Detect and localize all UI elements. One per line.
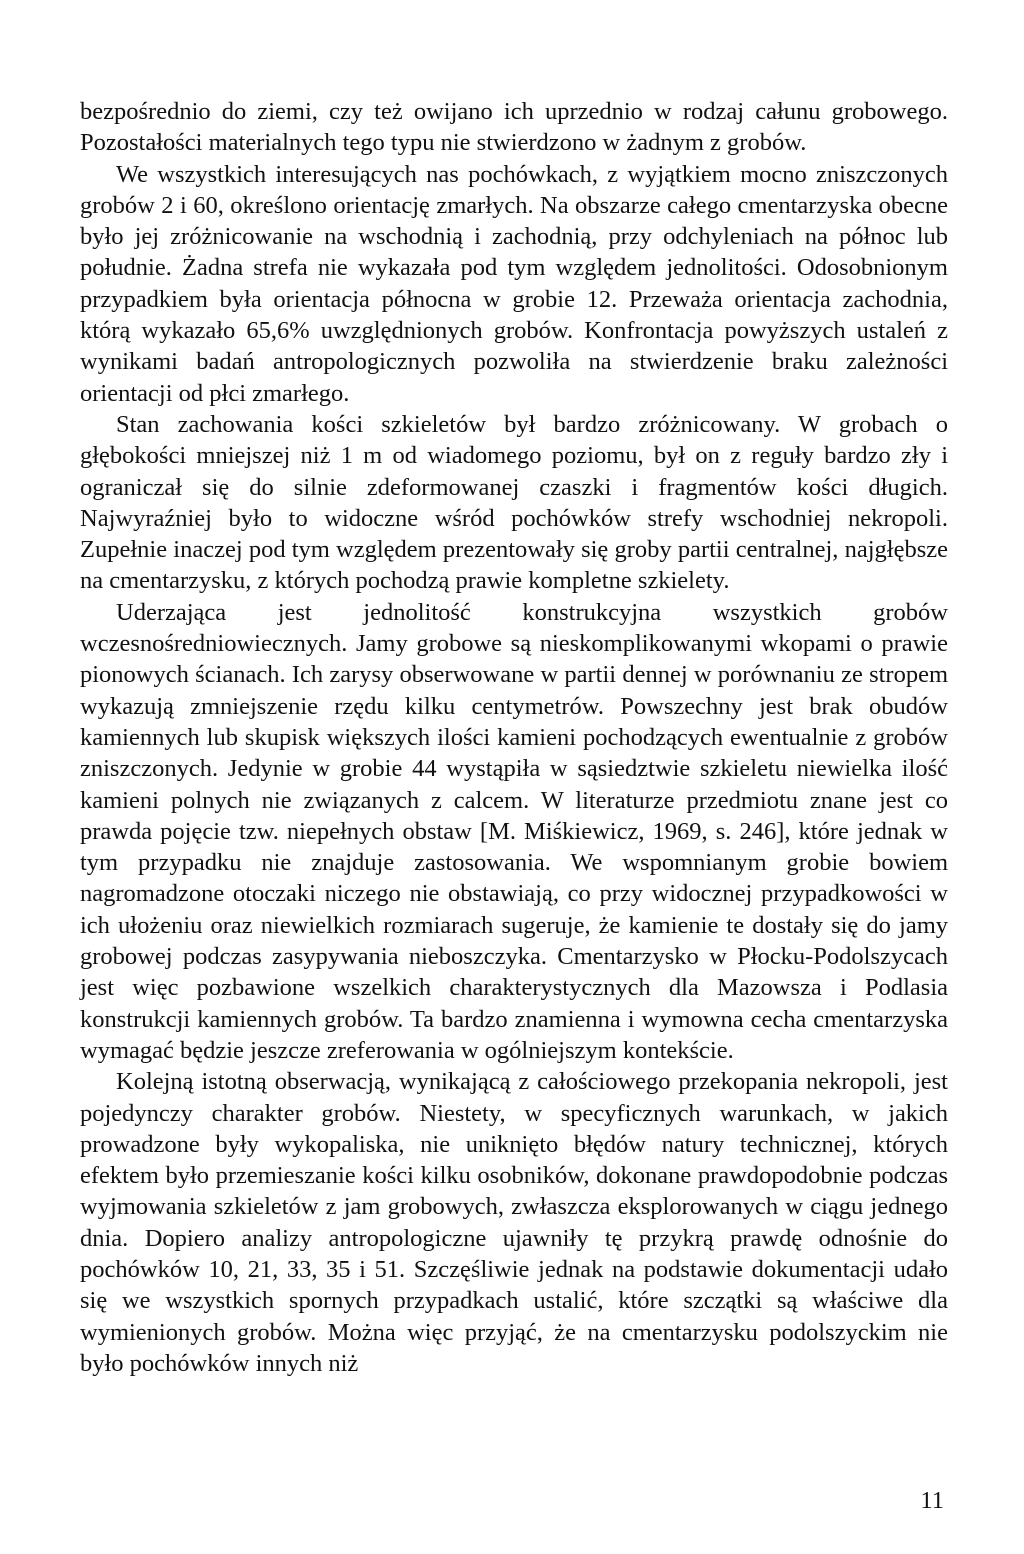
paragraph-orientation: We wszystkich interesujących nas pochówkach, z wyjątkiem mocno zniszczonych grobów 2 i 60, określono orientację zmarłych. Na obszarze całego cmentarzyska obecne było jej zróżnicowanie na wschodnią i zachodnią, przy odchyleniach na północ lub południe. Żadna strefa nie wykazała pod tym względem jednolitości. Odosobnionym przypadkiem była orientacja północna w grobie 12. Przeważa orientacja zachodnia, którą wykazało 65,6% uwzględnionych grobów. Konfrontacja powyższych ustaleń z wynikami badań antropologicznych pozwoliła na stwierdzenie braku zależności orientacji od płci zmarłego.	[80, 160, 948, 407]
page-body	[80, 96, 948, 1379]
paragraph-single-burials: Kolejną istotną obserwacją, wynikającą z całościowego przekopania nekropoli, jest pojedynczy charakter grobów. Niestety, w specyficznych warunkach, w jakich prowadzone były wykopaliska, nie uniknięto błędów natury technicznej, których efektem było przemieszanie kości kilku osobników, dokonane prawdopodobnie podczas wyjmowania szkieletów z jam grobowych, zwłaszcza eksplorowanych w ciągu jednego dnia. Dopiero analizy antropologiczne ujawniły tę przykrą prawdę odnośnie do pochówków 10, 21, 33, 35 i 51. Szczęśliwie jednak na podstawie dokumentacji udało się we wszystkich spornych przypadkach ustalić, które szczątki są właściwe dla wymienionych grobów. Można więc przyjąć, że na cmentarzysku podolszyckim nie było pochówków innych niż	[80, 1068, 948, 1377]
paragraph-continuation: bezpośrednio do ziemi, czy też owijano ich uprzednio w rodzaj całunu grobowego. Pozostałości materialnych tego typu nie stwierdzono w żadnym z grobów.	[80, 98, 948, 157]
paragraph-bone-preservation: Stan zachowania kości szkieletów był bardzo zróżnicowany. W grobach o głębokości mniejszej niż 1 m od wiadomego poziomu, był on z reguły bardzo zły i ograniczał się do silnie zdeformowanej czaszki i fragmentów kości długich. Najwyraźniej było to widoczne wśród pochówków strefy wschodniej nekropoli. Zupełnie inaczej pod tym względem prezentowały się groby partii centralnej, najgłębsze na cmentarzysku, z których pochodzą prawie kompletne szkielety.	[80, 410, 948, 595]
paragraph-grave-construction: Uderzająca jest jednolitość konstrukcyjna wszystkich grobów wczesnośredniowiecznych. Jamy grobowe są nieskomplikowanymi wkopami o prawie pionowych ścianach. Ich zarysy obserwowane w partii dennej w porównaniu ze stropem wykazują zmniejszenie rzędu kilku centymetrów. Powszechny jest brak obudów kamiennych lub skupisk większych ilości kamieni pochodzących ewentualnie z grobów zniszczonych. Jedynie w grobie 44 wystąpiła w sąsiedztwie szkieletu niewielka ilość kamieni polnych nie związanych z calcem. W literaturze przedmiotu znane jest co prawda pojęcie tzw. niepełnych obstaw [M. Miśkiewicz, 1969, s. 246], które jednak w tym przypadku nie znajduje zastosowania. We wspomnianym grobie bowiem nagromadzone otoczaki niczego nie obstawiają, co przy widocznej przypadkowości w ich ułożeniu oraz niewielkich rozmiarach sugeruje, że kamienie te dostały się do jamy grobowej podczas zasypywania nieboszczyka. Cmentarzysko w Płocku-Podolszycach jest więc pozbawione wszelkich charakterystycznych dla Mazowsza i Podlasia konstrukcji kamiennych grobów. Ta bardzo znamienna i wymowna cecha cmentarzyska wymagać będzie jeszcze zreferowania w ogólniejszym kontekście.	[80, 598, 948, 1064]
page-number: 11	[920, 1487, 944, 1514]
